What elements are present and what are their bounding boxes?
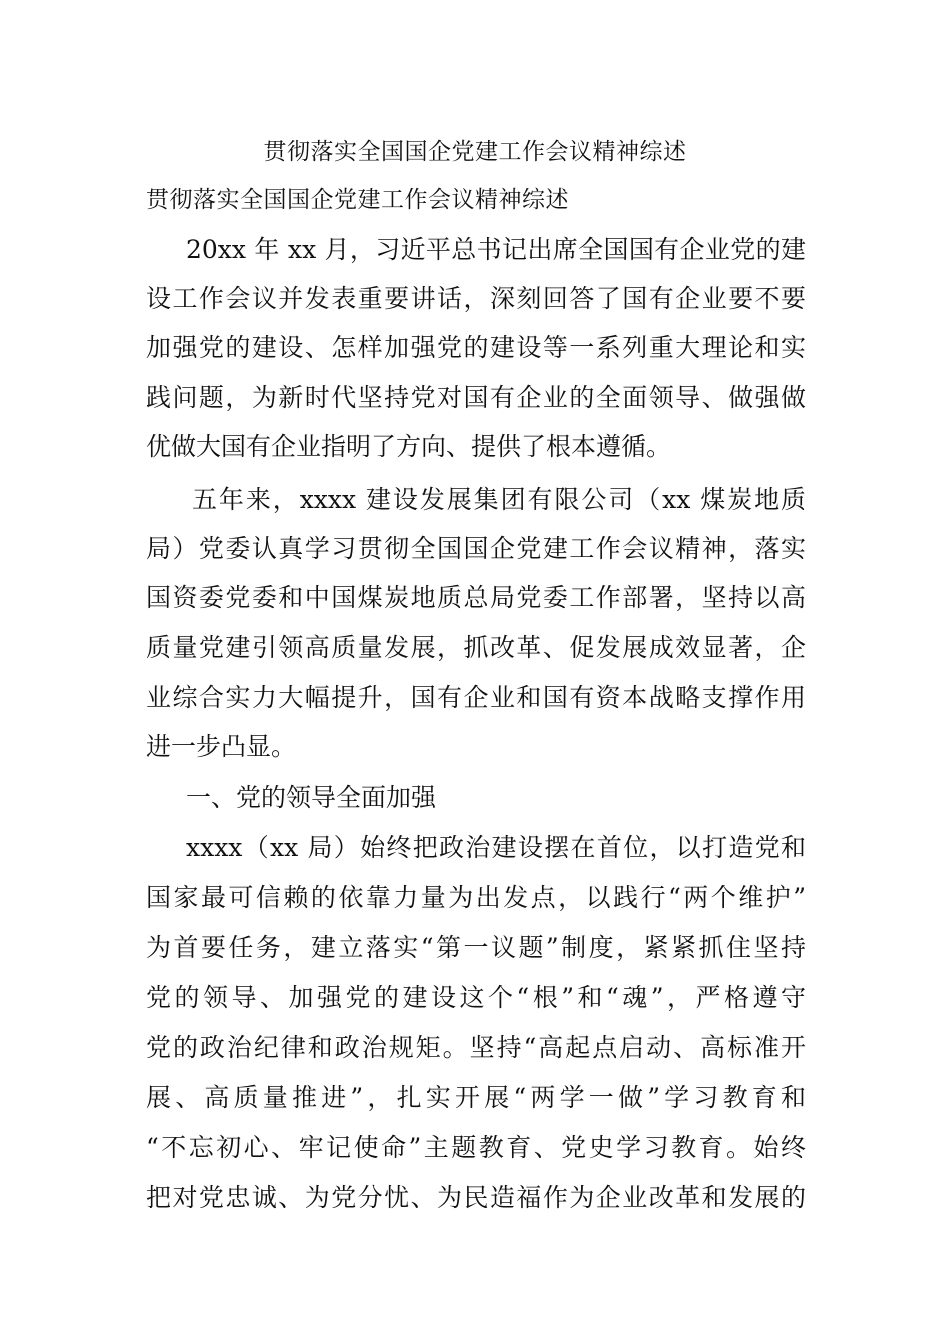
- paragraph-3-line: 把对党忠诚、为党分忧、为民造福作为企业改革和发展的: [146, 1183, 806, 1212]
- paragraph-3-line: xxxx（xx 局）始终把政治建设摆在首位，以打造党和: [186, 833, 806, 862]
- paragraph-3-line: 展、高质量推进”，扎实开展“两学一做”学习教育和: [146, 1083, 806, 1112]
- document-title: 贯彻落实全国国企党建工作会议精神综述: [263, 139, 687, 165]
- paragraph-2-line: 国资委党委和中国煤炭地质总局党委工作部署，坚持以高: [146, 583, 806, 612]
- section-heading: 一、党的领导全面加强: [186, 783, 437, 812]
- document-subtitle: 贯彻落实全国国企党建工作会议精神综述: [146, 187, 569, 213]
- paragraph-2-line: 五年来，xxxx 建设发展集团有限公司（xx 煤炭地质: [192, 485, 806, 514]
- paragraph-3-line: 为首要任务，建立落实“第一议题”制度，紧紧抓住坚持: [146, 933, 806, 962]
- paragraph-1-line: 设工作会议并发表重要讲话，深刻回答了国有企业要不要: [146, 284, 806, 313]
- paragraph-1-line: 践问题，为新时代坚持党对国有企业的全面领导、做强做: [146, 383, 806, 412]
- paragraph-2-line: 局）党委认真学习贯彻全国国企党建工作会议精神，落实: [146, 534, 806, 563]
- paragraph-3-line: 党的政治纪律和政治规矩。坚持“高起点启动、高标准开: [146, 1033, 806, 1062]
- paragraph-1-line: 优做大国有企业指明了方向、提供了根本遵循。: [146, 432, 672, 461]
- paragraph-1-line: 加强党的建设、怎样加强党的建设等一系列重大理论和实: [146, 333, 806, 362]
- paragraph-2-line: 业综合实力大幅提升，国有企业和国有资本战略支撑作用: [146, 683, 806, 712]
- paragraph-2-line: 质量党建引领高质量发展，抓改革、促发展成效显著，企: [146, 633, 806, 662]
- paragraph-2-line: 进一步凸显。: [146, 732, 297, 761]
- paragraph-1-line: 20xx 年 xx 月，习近平总书记出席全国国有企业党的建: [186, 235, 806, 264]
- paragraph-3-line: “不忘初心、牢记使命”主题教育、党史学习教育。始终: [146, 1133, 806, 1162]
- paragraph-3-line: 党的领导、加强党的建设这个“根”和“魂”，严格遵守: [146, 983, 806, 1012]
- paragraph-3-line: 国家最可信赖的依靠力量为出发点，以践行“两个维护”: [146, 883, 806, 912]
